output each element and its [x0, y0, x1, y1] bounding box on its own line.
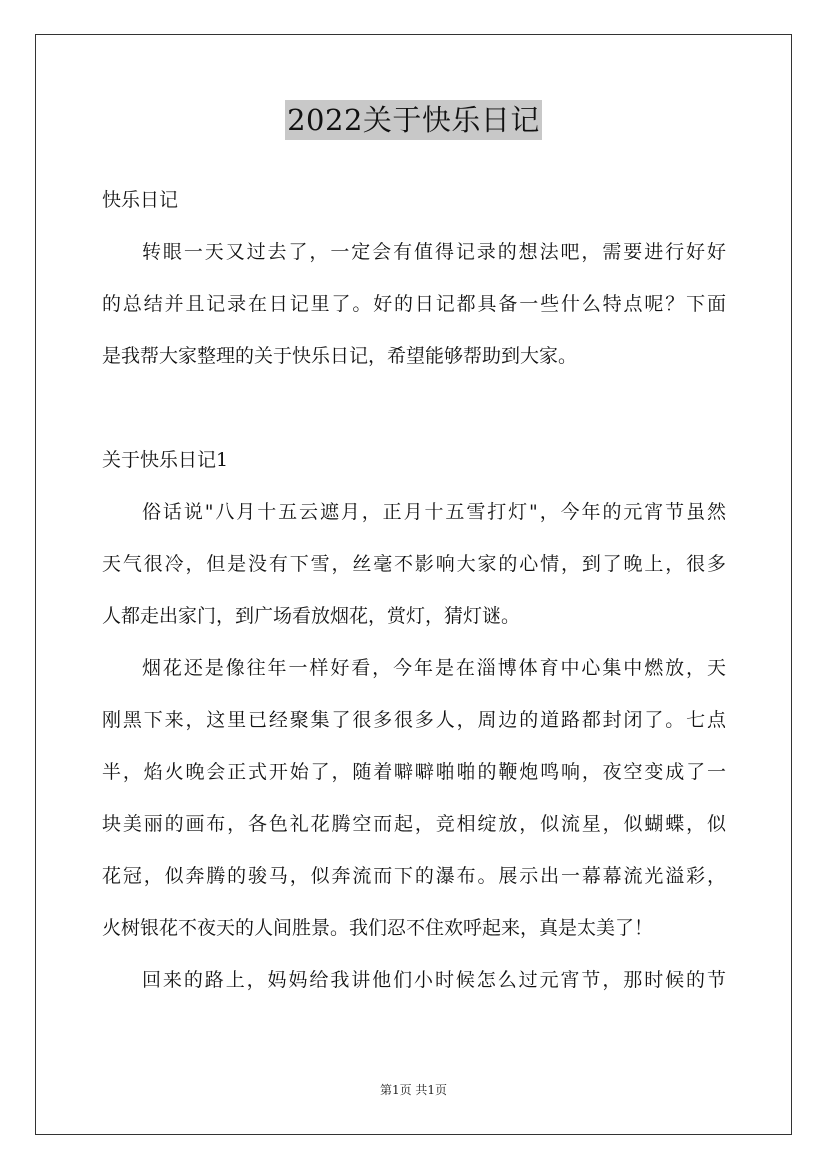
intro-line: 是我帮大家整理的关于快乐日记，希望能够帮助到大家。: [102, 345, 578, 367]
paragraph-line: 火树银花不夜天的人间胜景。我们忍不住欢呼起来，真是太美了！: [102, 917, 654, 939]
intro-heading: 快乐日记: [102, 189, 179, 211]
paragraph-line: 刚黑下来，这里已经聚集了很多很多人，周边的道路都封闭了。七点: [102, 709, 726, 731]
page-number-label: 第1页 共1页: [379, 1083, 448, 1097]
paragraph-line: 俗话说"八月十五云遮月，正月十五雪打灯"，今年的元宵节虽然: [142, 501, 726, 523]
paragraph-line: 人都走出家门，到广场看放烟花，赏灯，猜灯谜。: [102, 605, 521, 627]
document-title: 2022关于快乐日记: [285, 100, 542, 140]
intro-line: 转眼一天又过去了，一定会有值得记录的想法吧，需要进行好好: [142, 241, 726, 263]
paragraph-line: 花冠，似奔腾的骏马，似奔流而下的瀑布。展示出一幕幕流光溢彩，: [102, 865, 726, 887]
page-footer: [0, 1082, 827, 1098]
paragraph-line: 天气很冷，但是没有下雪，丝毫不影响大家的心情，到了晚上，很多: [102, 553, 726, 575]
intro-line: 的总结并且记录在日记里了。好的日记都具备一些什么特点呢？下面: [102, 293, 726, 315]
blank-line: [102, 382, 726, 434]
document-body: [102, 174, 726, 1006]
paragraph-line: 块美丽的画布，各色礼花腾空而起，竞相绽放，似流星，似蝴蝶，似: [102, 813, 726, 835]
section-heading: 关于快乐日记1: [102, 449, 229, 471]
title-container: [0, 100, 827, 140]
paragraph-line: 烟花还是像往年一样好看，今年是在淄博体育中心集中燃放，天: [142, 657, 726, 679]
paragraph-line: 半，焰火晚会正式开始了，随着噼噼啪啪的鞭炮鸣响，夜空变成了一: [102, 761, 726, 783]
paragraph-line: 回来的路上，妈妈给我讲他们小时候怎么过元宵节，那时候的节: [142, 969, 726, 991]
